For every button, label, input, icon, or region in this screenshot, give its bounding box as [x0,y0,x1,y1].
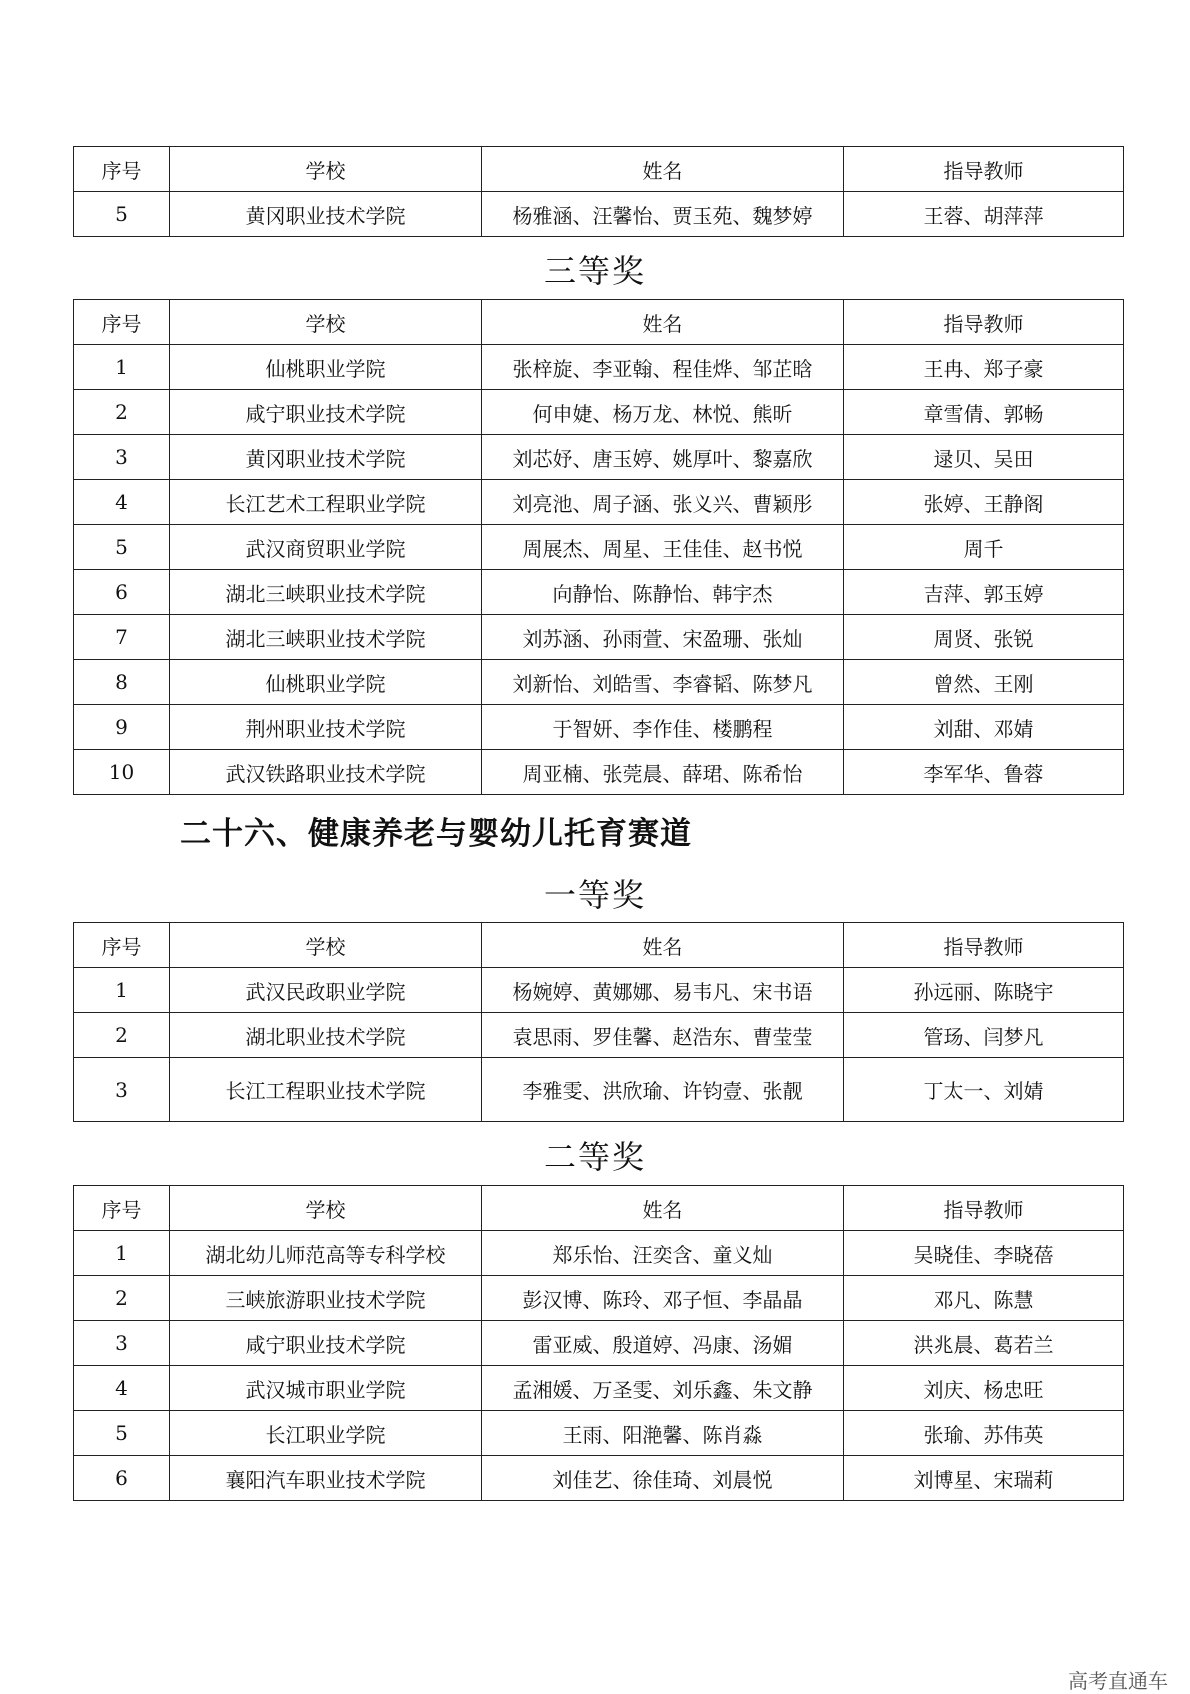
cell-teacher: 孙远丽、陈晓宇 [844,968,1124,1013]
cell-seq: 9 [74,705,170,750]
table-row [74,192,1124,237]
cell-teacher: 刘庆、杨忠旺 [844,1366,1124,1411]
cell-names: 杨雅涵、汪馨怡、贾玉苑、魏梦婷 [482,192,844,237]
first-prize-heading: 一等奖 [543,876,646,914]
cell-teacher: 曾然、王刚 [844,660,1124,705]
cell-school: 长江工程职业技术学院 [170,1058,482,1122]
cell-seq: 5 [74,525,170,570]
table-row [74,1411,1124,1456]
cell-school: 武汉城市职业学院 [170,1366,482,1411]
header-school: 学校 [170,923,482,968]
cell-teacher: 逯贝、吴田 [844,435,1124,480]
cell-teacher: 刘甜、邓婧 [844,705,1124,750]
cell-school: 荆州职业技术学院 [170,705,482,750]
header-names: 姓名 [482,1186,844,1231]
cell-names: 周展杰、周星、王佳佳、赵书悦 [482,525,844,570]
cell-names: 郑乐怡、汪奕含、童义灿 [482,1231,844,1276]
table-row [74,525,1124,570]
cell-teacher: 吴晓佳、李晓蓓 [844,1231,1124,1276]
cell-school: 仙桃职业学院 [170,345,482,390]
watermark-text: 高考直通车 [1068,1669,1168,1693]
continued-award-table [73,146,1124,237]
table-row [74,1456,1124,1501]
cell-teacher: 管玚、闫梦凡 [844,1013,1124,1058]
cell-seq: 5 [74,1411,170,1456]
table-header-row [74,1186,1124,1231]
cell-seq: 2 [74,1276,170,1321]
cell-school: 黄冈职业技术学院 [170,435,482,480]
table-row [74,435,1124,480]
cell-teacher: 章雪倩、郭畅 [844,390,1124,435]
cell-teacher: 张瑜、苏伟英 [844,1411,1124,1456]
cell-school: 咸宁职业技术学院 [170,390,482,435]
cell-seq: 6 [74,1456,170,1501]
cell-school: 武汉民政职业学院 [170,968,482,1013]
cell-names: 杨婉婷、黄娜娜、易韦凡、宋书语 [482,968,844,1013]
table-row [74,1013,1124,1058]
cell-teacher: 邓凡、陈慧 [844,1276,1124,1321]
table-header-row [74,300,1124,345]
section-title: 二十六、健康养老与婴幼儿托育赛道 [180,816,692,852]
header-names: 姓名 [482,923,844,968]
cell-seq: 7 [74,615,170,660]
table-row [74,480,1124,525]
header-seq: 序号 [74,300,170,345]
third-prize-table [73,299,1124,795]
cell-teacher: 吉萍、郭玉婷 [844,570,1124,615]
cell-seq: 1 [74,1231,170,1276]
cell-seq: 3 [74,1321,170,1366]
cell-school: 武汉铁路职业技术学院 [170,750,482,795]
table-row [74,705,1124,750]
second-prize-heading: 二等奖 [543,1138,646,1176]
cell-teacher: 丁太一、刘婧 [844,1058,1124,1122]
cell-teacher: 洪兆晨、葛若兰 [844,1321,1124,1366]
header-school: 学校 [170,1186,482,1231]
cell-teacher: 张婷、王静阁 [844,480,1124,525]
table-row [74,1321,1124,1366]
header-seq: 序号 [74,147,170,192]
table-row [74,1231,1124,1276]
table-header-row [74,923,1124,968]
cell-school: 湖北幼儿师范高等专科学校 [170,1231,482,1276]
header-school: 学校 [170,147,482,192]
cell-seq: 1 [74,968,170,1013]
cell-names: 王雨、阳滟馨、陈肖淼 [482,1411,844,1456]
cell-names: 刘新怡、刘皓雪、李睿韬、陈梦凡 [482,660,844,705]
cell-names: 于智妍、李作佳、楼鹏程 [482,705,844,750]
cell-seq: 4 [74,1366,170,1411]
cell-names: 刘佳艺、徐佳琦、刘晨悦 [482,1456,844,1501]
cell-seq: 1 [74,345,170,390]
cell-school: 仙桃职业学院 [170,660,482,705]
header-teacher: 指导教师 [844,923,1124,968]
header-seq: 序号 [74,923,170,968]
cell-names: 雷亚威、殷道婷、冯康、汤媚 [482,1321,844,1366]
cell-names: 向静怡、陈静怡、韩宇杰 [482,570,844,615]
cell-names: 刘苏涵、孙雨萱、宋盈珊、张灿 [482,615,844,660]
header-names: 姓名 [482,147,844,192]
cell-seq: 6 [74,570,170,615]
table-row [74,390,1124,435]
table-row [74,1058,1124,1122]
cell-names: 何申婕、杨万龙、林悦、熊昕 [482,390,844,435]
table-row [74,615,1124,660]
cell-school: 咸宁职业技术学院 [170,1321,482,1366]
cell-names: 袁思雨、罗佳馨、赵浩东、曹莹莹 [482,1013,844,1058]
table-row [74,1366,1124,1411]
header-seq: 序号 [74,1186,170,1231]
table-row [74,968,1124,1013]
cell-teacher: 王冉、郑子豪 [844,345,1124,390]
cell-school: 湖北三峡职业技术学院 [170,615,482,660]
table-row [74,345,1124,390]
cell-school: 武汉商贸职业学院 [170,525,482,570]
cell-seq: 4 [74,480,170,525]
cell-seq: 5 [74,192,170,237]
table-row [74,750,1124,795]
cell-seq: 2 [74,1013,170,1058]
cell-names: 李雅雯、洪欣瑜、许钧壹、张靓 [482,1058,844,1122]
cell-teacher: 李军华、鲁蓉 [844,750,1124,795]
cell-names: 周亚楠、张莞晨、薛珺、陈希怡 [482,750,844,795]
cell-names: 彭汉博、陈玲、邓子恒、李晶晶 [482,1276,844,1321]
header-teacher: 指导教师 [844,147,1124,192]
cell-teacher: 刘博星、宋瑞莉 [844,1456,1124,1501]
cell-seq: 8 [74,660,170,705]
cell-seq: 10 [74,750,170,795]
cell-school: 三峡旅游职业技术学院 [170,1276,482,1321]
cell-seq: 3 [74,1058,170,1122]
second-prize-table [73,1185,1124,1501]
cell-names: 张梓旋、李亚翰、程佳烨、邹芷晗 [482,345,844,390]
cell-names: 孟湘媛、万圣雯、刘乐鑫、朱文静 [482,1366,844,1411]
cell-school: 湖北三峡职业技术学院 [170,570,482,615]
cell-seq: 2 [74,390,170,435]
table-row [74,570,1124,615]
cell-seq: 3 [74,435,170,480]
cell-school: 长江艺术工程职业学院 [170,480,482,525]
cell-school: 襄阳汽车职业技术学院 [170,1456,482,1501]
table-row [74,660,1124,705]
cell-teacher: 周贤、张锐 [844,615,1124,660]
cell-teacher: 周千 [844,525,1124,570]
table-row [74,1276,1124,1321]
cell-school: 长江职业学院 [170,1411,482,1456]
header-teacher: 指导教师 [844,300,1124,345]
third-prize-heading: 三等奖 [543,252,646,290]
header-names: 姓名 [482,300,844,345]
header-school: 学校 [170,300,482,345]
table-header-row [74,147,1124,192]
header-teacher: 指导教师 [844,1186,1124,1231]
cell-school: 湖北职业技术学院 [170,1013,482,1058]
cell-teacher: 王蓉、胡萍萍 [844,192,1124,237]
cell-names: 刘亮池、周子涵、张义兴、曹颖彤 [482,480,844,525]
cell-names: 刘芯妤、唐玉婷、姚厚叶、黎嘉欣 [482,435,844,480]
first-prize-table [73,922,1124,1122]
cell-school: 黄冈职业技术学院 [170,192,482,237]
